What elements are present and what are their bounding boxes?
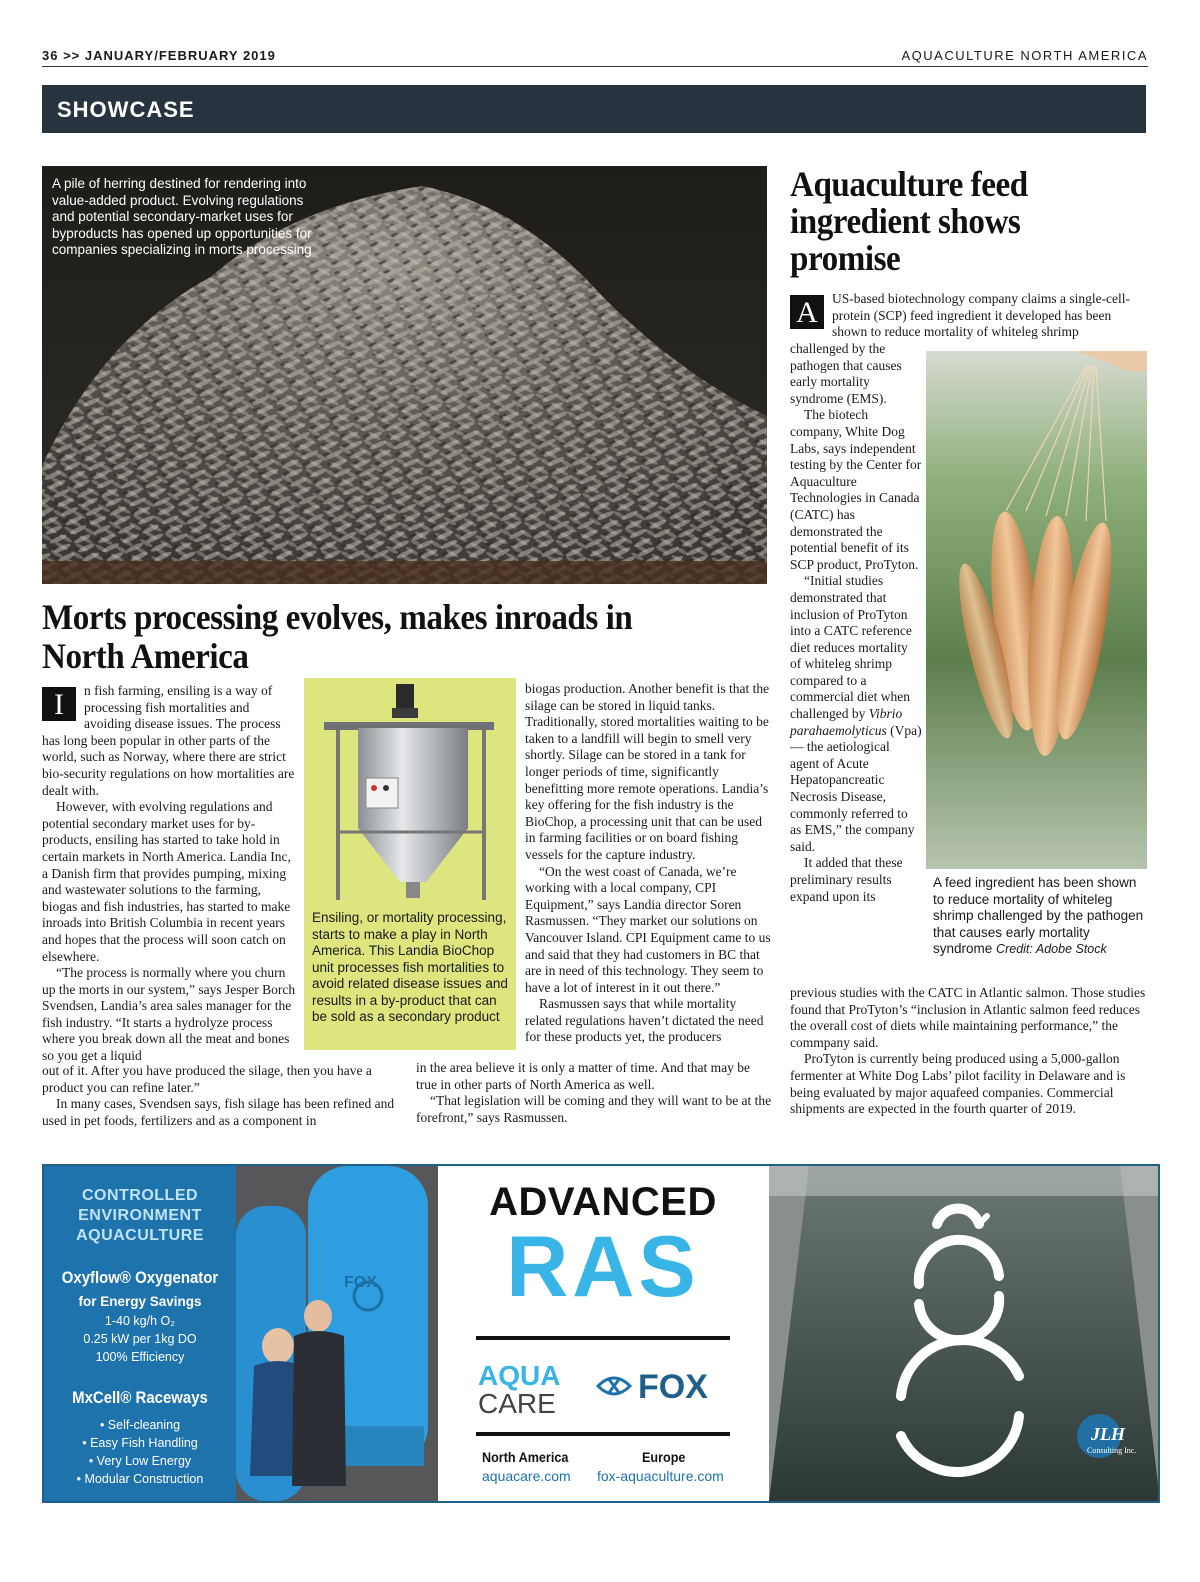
shrimp-caption [933,875,1148,958]
feed-headline: Aquaculture feed ingredient shows promise [790,164,1028,278]
tank-fox-label: FOX [344,1274,377,1291]
feed-lead-text: US-based biotechnology company claims a single-cell-protein (SCP) feed ingredient it developed has been shown to reduce mortality of whiteleg shrimp [832,291,1131,340]
aquacare-logo-care: CARE [478,1388,556,1419]
aquacare-logo-aqua: AQUA [478,1360,561,1391]
morts-col3-paragraph-3-cont: in the area believe it is only a matter of time. And that may be true in other parts of North America as well. [416,1060,751,1092]
morts-paragraph-3: “The process is normally where you churn up the morts in our system,” says Jesper Borch Svendsen, Landia’s area sales manager for the fish industry. “It starts a hydrolyze process where you break down all the meat and bones so you get a liquid [42,965,296,1064]
ad-tanks-photo [236,1166,438,1501]
feed-bottom-column [790,985,1146,1118]
feed-paragraph-1: challenged by the pathogen that causes early mortality syndrome (EMS). [790,341,902,406]
feed-dropcap: A [790,295,824,329]
jlh-subtitle: Consulting Inc. [1087,1446,1137,1455]
morts-paragraph-1: n fish farming, ensiling is a way of processing fish mortalities and avoiding disease issues. The process has long been popular in other parts of the world, such as Norway, where there are strict bio-security regulations on how mortalities are dealt with. [42,683,295,798]
ad-center-panel [442,1166,764,1501]
pathogen-name: Vibrio parahaemolyticus [790,706,903,738]
mxcell-item: • Very Low Energy [88,1454,192,1468]
oxygenator-tanks-image [236,1166,438,1501]
feed-paragraph-2: The biotech company, White Dog Labs, says independent testing by the Center for Aquaculture Technologies in Canada (CATC) has demonstrated the potential benefit of its SCP product, ProTyton. [790,407,922,572]
advertisement[interactable] [42,1164,1160,1503]
ad-divider-top [476,1336,730,1340]
feed-paragraph-5: previous studies with the CATC in Atlantic salmon. Those studies found that ProTyton’s “inclusion in Atlantic salmon feed reduces the overall cost of diets while maintaining performance,” the commpany said. [790,985,1146,1050]
biochop-machine-image [314,682,504,906]
oxyflow-spec-1: 1-40 kg/h O₂ [104,1314,176,1328]
ad-headline-ras: RAS [506,1219,700,1315]
ad-headline-advanced: ADVANCED [489,1180,717,1224]
shrimp-image [926,351,1147,869]
feed-paragraph-3: “Initial studies demonstrated that inclusion of ProTyton into a CATC reference diet reduces mortality of whiteleg shrimp compared to a commercial diet when challenged by Vibrio parahaemolyticus (Vpa) — the aetiological agent of Acute Hepatopancreatic Necrosis Disease, commonly referred to as EMS,” the company said. [790,573,922,854]
feed-lead [790,291,1146,341]
running-head [42,48,1148,67]
morts-column-3 [525,681,773,1046]
morts-col3-paragraph-1: biogas production. Another benefit is that the silage can be stored in liquid tanks. Traditionally, stored mortalities waiting to be taken to a landfill will begin to smell very shortly. Silage can be stored in a tank for longer periods of time, significantly benefitting more remote operations. Landia’s key offering for the fish industry is the BioChop, a processing unit that can be used in farming facilities or on board fishing vessels for the capture industry. [525,681,770,862]
fox-logo-icon [594,1366,634,1406]
ad-raceway-photo [769,1166,1160,1501]
mxcell-item: • Easy Fish Handling [82,1436,198,1450]
mxcell-item: • Modular Construction [76,1472,204,1486]
feed-paragraph-4: It added that these preliminary results expand upon its [790,855,903,904]
shrimp-caption-text: A feed ingredient has been shown to reduce mortality of whiteleg shrimp challenged by the pathogen that causes early mortality syndrome [933,875,1144,956]
page-info: 36 >> JANUARY/FEBRUARY 2019 [42,48,276,63]
oxyflow-subtitle: for Energy Savings [78,1294,202,1309]
fox-logo-text: FOX [638,1368,708,1406]
mxcell-list [44,1416,236,1488]
biochop-sidebar [304,678,516,1050]
morts-paragraph-2: However, with evolving regulations and potential secondary market uses for by-products, ensiling has started to take hold in certain markets in North America. Landia Inc, a Danish firm that provides pumping, mixing and wastewater solutions to the farming, biogas and fish industries, has started to make inroads into British Columbia in recent years and hopes that the process will soon catch on elsewhere. [42,799,291,964]
eu-label: Europe [642,1449,686,1465]
oxyflow-spec-2: 0.25 kW per 1kg DO [83,1332,197,1346]
morts-column-3-continued [416,1060,772,1126]
jlh-logo: JLH [1091,1424,1125,1444]
morts-headline: Morts processing evolves, makes inroads in North America [42,597,633,676]
section-label: SHOWCASE [57,97,195,122]
morts-col3-paragraph-2: “On the west coast of Canada, we’re working with a local company, CPI Equipment,” says Landia director Soren Rasmussen. “They market our solutions on Vancouver Island. CPI Equipment came to us and said that they had customers in BC that are in need of this technology. They seem to have a lot of interest in it out there.” [525,863,771,995]
herring-photo-caption: A pile of herring destined for rendering into value-added product. Evolving regulations and potential secondary-market uses for byproducts has opened up opportunities for companies specializing in morts processing [52,176,312,257]
herring-photo [42,166,767,584]
morts-paragraph-3-cont: out of it. After you have produced the silage, then you have a product you can refine later.” [42,1063,372,1095]
morts-dropcap: I [42,687,76,721]
ad-product-panel [44,1166,236,1501]
mxcell-item: • Self-cleaning [99,1418,181,1432]
oxyflow-title: Oxyflow® Oxygenator [61,1268,219,1287]
section-bar [42,85,1146,133]
biochop-caption: Ensiling, or mortality processing, starts to make a play in North America. This Landia BioChop unit processes fish mortalities to avoid related disease issues and results in a by-product that can be sold as a secondary product [312,910,508,1024]
na-label: North America [482,1449,569,1465]
photo-credit: Credit: Adobe Stock [996,942,1107,956]
morts-paragraph-4: In many cases, Svendsen says, fish silage has been refined and used in pet foods, fertilizers and as a component in [42,1096,395,1128]
morts-col3-paragraph-3: Rasmussen says that while mortality related regulations haven’t dictated the need for these products yet, the producers [525,996,764,1045]
feed-paragraph-6: ProTyton is currently being produced using a 5,000-gallon fermenter at White Dog Labs’ pilot facility in Delaware and is being evaluated by major aquafeed companies. Commercial shipments are expected in the fourth quarter of 2019. [790,1051,1126,1117]
ad-left-title: CONTROLLED ENVIRONMENT AQUACULTURE [76,1187,204,1244]
mxcell-title: MxCell® Raceways [72,1388,208,1407]
oxyflow-spec-3: 100% Efficiency [95,1350,185,1364]
morts-column-1 [42,683,298,1065]
ad-divider-bottom [476,1432,730,1436]
morts-column-1-continued [42,1063,412,1129]
na-url[interactable]: aquacare.com [482,1468,571,1484]
shrimp-photo [926,351,1147,869]
morts-col3-paragraph-4: “That legislation will be coming and they will want to be at the forefront,” says Rasmussen. [416,1093,772,1125]
eu-url[interactable]: fox-aquaculture.com [597,1468,724,1484]
feed-narrow-column [790,341,922,905]
publication-name: AQUACULTURE NORTH AMERICA [901,48,1148,63]
